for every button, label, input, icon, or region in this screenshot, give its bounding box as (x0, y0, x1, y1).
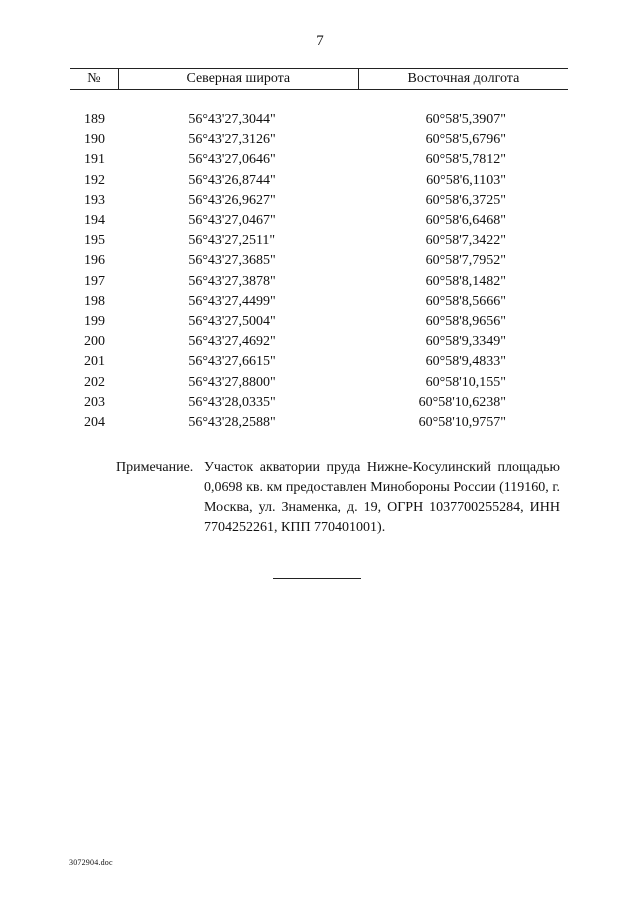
table-row (70, 191, 568, 211)
document-id: 3072904.doc (69, 858, 113, 867)
table-row (70, 272, 568, 292)
cell-latitude: 56°43'28,0335" (188, 394, 276, 410)
cell-latitude: 56°43'27,8800" (188, 374, 276, 390)
cell-latitude: 56°43'27,2511" (188, 233, 276, 249)
table-row (70, 352, 568, 372)
cell-number: 201 (84, 354, 105, 370)
cell-longitude: 60°58'9,3349" (425, 334, 506, 350)
cell-latitude: 56°43'26,8744" (188, 172, 276, 188)
cell-number: 192 (84, 172, 105, 188)
cell-latitude: 56°43'27,0646" (188, 152, 276, 168)
cell-number: 199 (84, 313, 105, 329)
cell-number: 197 (84, 273, 105, 289)
cell-longitude: 60°58'6,3725" (425, 192, 506, 208)
header-east-longitude: Восточная долгота (358, 69, 568, 90)
table-spacer (70, 90, 568, 111)
table-row (70, 171, 568, 191)
cell-longitude: 60°58'10,9757" (418, 414, 506, 430)
cell-number: 200 (84, 334, 105, 350)
cell-longitude: 60°58'5,6796" (425, 132, 506, 148)
cell-longitude: 60°58'10,155" (425, 374, 506, 390)
table-row (70, 231, 568, 251)
cell-longitude: 60°58'6,1103" (426, 172, 506, 188)
cell-number: 203 (84, 394, 105, 410)
cell-longitude: 60°58'5,7812" (425, 152, 506, 168)
table-row (70, 312, 568, 332)
header-number: № (70, 69, 118, 90)
table-row (70, 292, 568, 312)
note-label: Примечание. (116, 460, 194, 475)
table-row (70, 211, 568, 231)
cell-latitude: 56°43'27,0467" (188, 213, 276, 229)
cell-latitude: 56°43'27,6615" (188, 354, 276, 370)
note-text: Участок акватории пруда Нижне-Косулинский площадью 0,0698 кв. км предоставлен Минобороны России (119160, г. Москва, ул. Знаменка, д. 19, ОГРН 1037700255284, ИНН 7704252261, КПП 770401001). (204, 460, 560, 535)
table-row (70, 372, 568, 392)
page-number: 7 (316, 33, 324, 49)
note-block (116, 458, 560, 538)
cell-longitude: 60°58'6,6468" (425, 213, 506, 229)
cell-latitude: 56°43'27,3878" (188, 273, 276, 289)
cell-latitude: 56°43'27,3126" (188, 132, 276, 148)
table-row (70, 332, 568, 352)
cell-number: 190 (84, 132, 105, 148)
cell-latitude: 56°43'27,4499" (188, 293, 276, 309)
header-north-latitude: Северная широта (118, 69, 358, 90)
cell-number: 196 (84, 253, 105, 269)
table-row (70, 130, 568, 150)
cell-longitude: 60°58'5,3907" (425, 112, 506, 128)
cell-latitude: 56°43'26,9627" (188, 192, 276, 208)
end-separator-line (273, 578, 361, 579)
table-row (70, 413, 568, 433)
cell-latitude: 56°43'27,3044" (188, 112, 276, 128)
cell-latitude: 56°43'28,2588" (188, 414, 276, 430)
cell-latitude: 56°43'27,4692" (188, 334, 276, 350)
cell-number: 189 (84, 112, 105, 128)
cell-latitude: 56°43'27,5004" (188, 313, 276, 329)
table-row (70, 150, 568, 170)
cell-number: 194 (84, 213, 105, 229)
coordinates-table (70, 68, 568, 433)
cell-number: 191 (84, 152, 105, 168)
cell-longitude: 60°58'8,5666" (425, 293, 506, 309)
cell-number: 202 (84, 374, 105, 390)
table-row (70, 110, 568, 130)
table-header-row (70, 69, 568, 90)
cell-number: 193 (84, 192, 105, 208)
cell-latitude: 56°43'27,3685" (188, 253, 276, 269)
table-row (70, 393, 568, 413)
cell-longitude: 60°58'7,7952" (425, 253, 506, 269)
cell-longitude: 60°58'9,4833" (425, 354, 506, 370)
cell-number: 195 (84, 233, 105, 249)
cell-longitude: 60°58'10,6238" (418, 394, 506, 410)
cell-longitude: 60°58'7,3422" (425, 233, 506, 249)
cell-number: 204 (84, 414, 105, 430)
cell-number: 198 (84, 293, 105, 309)
cell-longitude: 60°58'8,1482" (425, 273, 506, 289)
cell-longitude: 60°58'8,9656" (425, 313, 506, 329)
table-row (70, 251, 568, 271)
